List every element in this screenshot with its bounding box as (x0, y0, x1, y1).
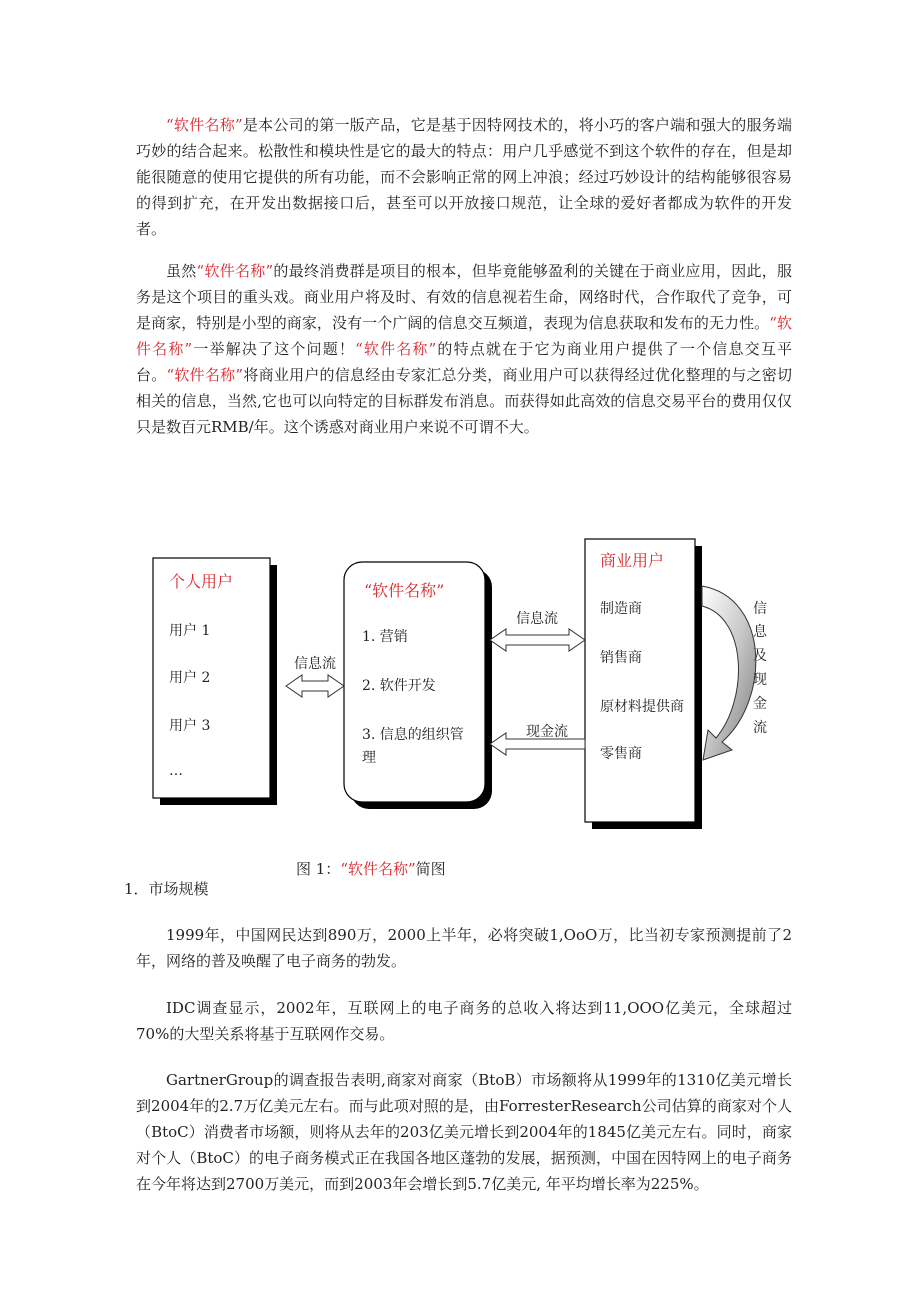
business-text-3: 一举解决了这个问题！ (192, 340, 356, 358)
right-info-flow-label: 信息流 (516, 611, 558, 627)
software-function-item: 3. 信息的组织管 (362, 727, 464, 743)
software-name-quote: “软件名称” (196, 262, 274, 280)
business-user-item: 零售商 (600, 746, 642, 762)
section-heading: 1．市场规模 (124, 880, 209, 898)
caption-suffix: 简图 (415, 860, 446, 878)
software-name-quote: “软件名称” (166, 116, 243, 134)
cash-flow-label: 现金流 (526, 724, 568, 740)
business-user-item: 销售商 (600, 650, 642, 666)
curved-flow-label-char: 信 (753, 601, 767, 617)
business-user-item: 制造商 (600, 601, 642, 617)
software-function-item-continued: 理 (362, 750, 376, 766)
personal-user-item: 用户 3 (169, 718, 211, 734)
curved-flow-label-char: 及 (753, 648, 767, 664)
personal-user-ellipsis: … (169, 763, 183, 779)
left-info-flow-arrow (286, 675, 344, 697)
personal-users-title: 个人用户 (169, 572, 234, 591)
software-function-item: 2. 软件开发 (362, 678, 436, 694)
software-function-item: 1. 营销 (362, 629, 408, 645)
caption-software-name: “软件名称” (340, 860, 416, 878)
curved-flow-label-char: 流 (753, 720, 767, 736)
curved-flow-label-char: 息 (753, 624, 767, 640)
market-paragraph-2: IDC调查显示，2002年，互联网上的电子商务的总收入将达到11,OOO亿美元，全球超过70%的大型关系将基于互联网作交易。 (136, 999, 792, 1043)
business-text-5: 将商业用户的信息经由专家汇总分类，商业用户可以获得经过优化整理的与之密切相关的信息，当然,它也可以向特定的目标群发布消息。而获得如此高效的信息交易平台的费用仅仅只是数百元RMB/年。这个诱惑对商业用户来说不可谓不大。 (136, 366, 792, 436)
business-text-2: 的最终消费群是项目的根本，但毕竟能够盈利的关键在于商业应用，因此，服务是这个项目的重头戏。商业用户将及时、有效的信息视若生命，网络时代，合作取代了竞争，可是商家，特别是小型的商家，没有一个广阔的信息交互频道，表现为信息获取和发布的无力性。 (136, 262, 792, 332)
intro-text: 是本公司的第一版产品，它是基于因特网技术的，将小巧的客户端和强大的服务端巧妙的结合起来。松散性和模块性是它的最大的特点：用户几乎感觉不到这个软件的存在，但是却能很随意的使用它提供的所有功能，而不会影响正常的网上冲浪；经过巧妙设计的结构能够很容易的得到扩充，在开发出数据接口后，甚至可以开放接口规范，让全球的爱好者都成为软件的开发者。 (136, 116, 792, 238)
curved-flow-label-char: 现 (753, 672, 767, 688)
business-users-title: 商业用户 (600, 551, 665, 570)
business-text-4: 的特点就在于它为商业用户提供了一个信息交互平台。 (136, 340, 792, 384)
personal-user-item: 用户 1 (169, 623, 211, 639)
market-paragraph-1: 1999年，中国网民达到890万，2000上半年，必将突破1,OoO万，比当初专家预测提前了2年，网络的普及唤醒了电子商务的勃发。 (136, 926, 792, 970)
business-user-item: 原材料提供商 (600, 699, 684, 715)
business-users-box (585, 539, 695, 822)
software-name-quote: “软件名称” (166, 366, 244, 384)
left-info-flow-label: 信息流 (294, 656, 336, 672)
software-name-quote: “软件名称” (355, 340, 437, 358)
software-box-title: “软件名称” (364, 581, 445, 600)
business-text-1: 虽然 (166, 262, 197, 280)
curved-flow-label-char: 金 (753, 696, 767, 712)
software-name-quote: “软件名称” (136, 314, 792, 358)
figure-caption (296, 858, 446, 879)
curved-info-cash-arrow (702, 586, 756, 760)
caption-prefix: 图 1： (296, 860, 341, 878)
personal-user-item: 用户 2 (169, 670, 211, 686)
right-info-flow-arrow (490, 629, 585, 651)
market-paragraph-3: GartnerGroup的调查报告表明,商家对商家（BtoB）市场额将从1999年的1310亿美元增长到2004年的2.7万亿美元左右。而与此项对照的是，由ForresterResearch公司估算的商家对个人（BtoC）消费者市场额，则将从去年的203亿美元增长到2004年的1845亿美元左右。同时，商家对个人（BtoC）的电子商务模式正在我国各地区蓬勃的发展，据预测，中国在因特网上的电子商务在今年将达到2700万美元，而到2003年会增长到5.7亿美元, 年平均增长率为225%。 (136, 1071, 792, 1193)
